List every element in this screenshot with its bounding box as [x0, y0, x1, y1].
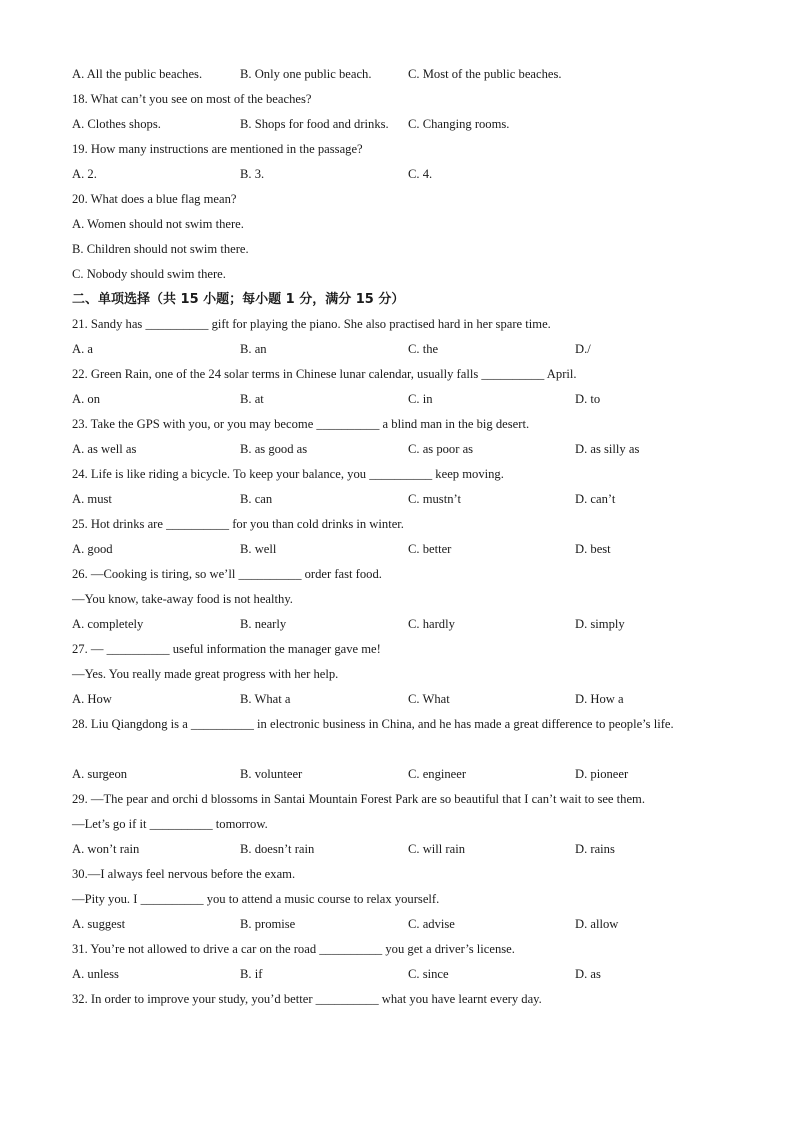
answer-option: D. simply	[575, 617, 625, 631]
answer-option: A. unless	[72, 967, 119, 981]
answer-option: A. a	[72, 342, 93, 356]
question-text: 31. You’re not allowed to drive a car on the road __________ you get a driver’s license.	[72, 942, 515, 956]
answer-option: B. promise	[240, 917, 296, 931]
answer-option: C. the	[408, 342, 439, 356]
answer-option: D. allow	[575, 917, 619, 931]
answer-option: D. best	[575, 542, 611, 556]
answer-option: A. 2.	[72, 167, 97, 181]
answer-option: D./	[575, 342, 591, 356]
answer-options-row	[72, 337, 732, 362]
answer-options-row	[72, 687, 732, 712]
answer-option: C. Changing rooms.	[408, 117, 510, 131]
answer-option: A. surgeon	[72, 767, 128, 781]
question-text: 18. What can’t you see on most of the beaches?	[72, 92, 312, 106]
answer-option: C. mustn’t	[408, 492, 461, 506]
question-text: —Yes. You really made great progress with her help.	[72, 667, 339, 681]
question-text: 30.—I always feel nervous before the exam.	[72, 867, 296, 881]
question-text: A. Women should not swim there.	[72, 217, 244, 231]
question-text: —You know, take-away food is not healthy.	[72, 592, 293, 606]
answer-option: A. as well as	[72, 442, 137, 456]
question-text: 21. Sandy has __________ gift for playing the piano. She also practised hard in her spare time.	[72, 317, 551, 331]
answer-option: D. pioneer	[575, 767, 629, 781]
answer-options-row	[72, 487, 732, 512]
question-text: C. Nobody should swim there.	[72, 267, 226, 281]
answer-option: A. won’t rain	[72, 842, 140, 856]
answer-options-row	[72, 837, 732, 862]
answer-options-row	[72, 612, 732, 637]
question-text: 27. — __________ useful information the manager gave me!	[72, 642, 381, 656]
answer-option: B. an	[240, 342, 267, 356]
answer-options-row	[72, 912, 732, 937]
answer-option: B. doesn’t rain	[240, 842, 315, 856]
question-text: 24. Life is like riding a bicycle. To keep your balance, you __________ keep moving.	[72, 467, 504, 481]
answer-options-row	[72, 437, 732, 462]
answer-option: A. How	[72, 692, 112, 706]
answer-option: D. How a	[575, 692, 624, 706]
answer-option: A. good	[72, 542, 113, 556]
question-text: 29. —The pear and orchi d blossoms in Santai Mountain Forest Park are so beautiful that I can’t wait to see them.	[72, 792, 646, 806]
answer-options-row	[72, 62, 732, 87]
answer-option: B. volunteer	[240, 767, 303, 781]
answer-option: C. What	[408, 692, 450, 706]
answer-option: C. engineer	[408, 767, 467, 781]
answer-option: B. What a	[240, 692, 291, 706]
answer-option: C. will rain	[408, 842, 466, 856]
question-text: 19. How many instructions are mentioned in the passage?	[72, 142, 363, 156]
question-text: —Pity you. I __________ you to attend a music course to relax yourself.	[72, 892, 440, 906]
answer-option: A. on	[72, 392, 100, 406]
section-heading: 二、单项选择（共 15 小题；每小题 1 分，满分 15 分）	[72, 292, 405, 307]
answer-option: C. as poor as	[408, 442, 474, 456]
question-text: 22. Green Rain, one of the 24 solar terms in Chinese lunar calendar, usually falls __________ April.	[72, 367, 577, 381]
answer-option: B. if	[240, 967, 263, 981]
question-text: 25. Hot drinks are __________ for you than cold drinks in winter.	[72, 517, 404, 531]
answer-option: B. well	[240, 542, 277, 556]
answer-option: D. rains	[575, 842, 615, 856]
answer-option: B. 3.	[240, 167, 265, 181]
answer-option: C. Most of the public beaches.	[408, 67, 562, 81]
question-text: B. Children should not swim there.	[72, 242, 249, 256]
question-text: 26. —Cooking is tiring, so we’ll __________ order fast food.	[72, 567, 382, 581]
question-text: 32. In order to improve your study, you’d better __________ what you have learnt every day.	[72, 992, 542, 1006]
exam-page	[72, 62, 732, 1012]
answer-option: B. as good as	[240, 442, 308, 456]
answer-options-row	[72, 962, 732, 987]
answer-option: D. to	[575, 392, 601, 406]
answer-option: A. Clothes shops.	[72, 117, 161, 131]
answer-option: B. Only one public beach.	[240, 67, 372, 81]
answer-option: C. 4.	[408, 167, 433, 181]
answer-option: C. better	[408, 542, 452, 556]
answer-option: A. completely	[72, 617, 144, 631]
answer-option: D. can’t	[575, 492, 616, 506]
answer-options-row	[72, 112, 732, 137]
answer-option: C. advise	[408, 917, 455, 931]
question-text: 23. Take the GPS with you, or you may become __________ a blind man in the big desert.	[72, 417, 530, 431]
answer-option: C. in	[408, 392, 433, 406]
question-text: —Let’s go if it __________ tomorrow.	[72, 817, 268, 831]
answer-option: B. can	[240, 492, 273, 506]
answer-options-row	[72, 537, 732, 562]
answer-option: C. hardly	[408, 617, 455, 631]
answer-option: D. as	[575, 967, 601, 981]
answer-options-row	[72, 387, 732, 412]
answer-options-row	[72, 162, 732, 187]
answer-option: B. at	[240, 392, 264, 406]
answer-option: A. suggest	[72, 917, 126, 931]
answer-option: C. since	[408, 967, 449, 981]
question-text: 28. Liu Qiangdong is a __________ in electronic business in China, and he has made a great difference to people’s life.	[72, 717, 674, 731]
answer-option: A. All the public beaches.	[72, 67, 203, 81]
answer-option: D. as silly as	[575, 442, 640, 456]
question-text: 20. What does a blue flag mean?	[72, 192, 237, 206]
answer-options-row	[72, 762, 732, 787]
answer-option: A. must	[72, 492, 112, 506]
answer-option: B. nearly	[240, 617, 287, 631]
answer-option: B. Shops for food and drinks.	[240, 117, 389, 131]
